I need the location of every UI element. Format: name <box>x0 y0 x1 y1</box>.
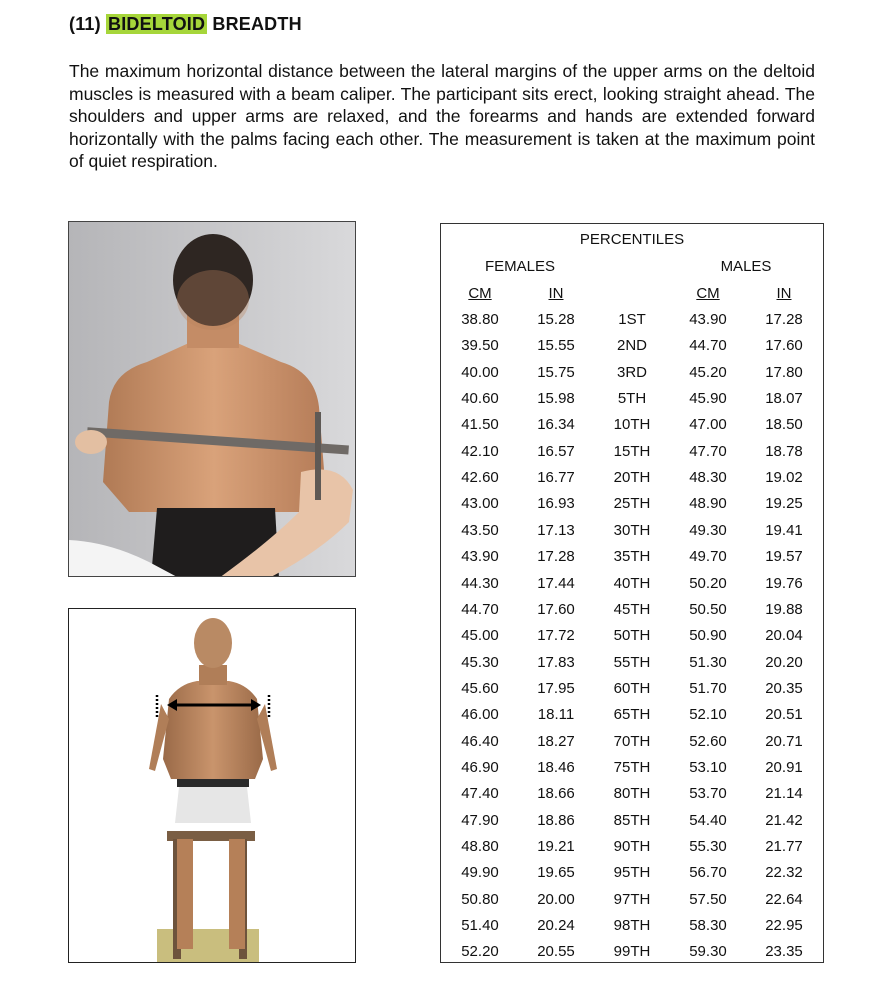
female-cm-cell: 43.00 <box>461 495 499 513</box>
percentile-cell: 35TH <box>613 548 651 566</box>
female-cm-cell: 45.00 <box>461 627 499 645</box>
percentile-cell: 60TH <box>613 679 651 697</box>
female-in-cell: 18.66 <box>537 785 575 803</box>
females-header: FEMALES <box>484 258 556 275</box>
measurement-photo <box>68 221 356 577</box>
female-in-cell: 16.57 <box>537 442 575 460</box>
female-in-cell: 18.46 <box>537 758 575 776</box>
male-cm-cell: 50.20 <box>689 574 727 592</box>
measurement-illustration <box>68 608 356 963</box>
percentile-cell: 30TH <box>613 521 651 539</box>
female-in-cell: 15.55 <box>537 337 575 355</box>
female-cm-cell: 42.10 <box>461 442 499 460</box>
percentile-cell: 10TH <box>613 416 651 434</box>
males-header: MALES <box>720 258 772 275</box>
percentile-cell: 98TH <box>613 917 651 935</box>
male-in-cell: 21.42 <box>765 811 803 829</box>
female-in-cell: 15.28 <box>537 311 575 328</box>
female-cm-cell: 40.00 <box>461 363 499 381</box>
percentile-cell: 75TH <box>613 758 651 776</box>
percentile-cell: 85TH <box>613 811 651 829</box>
female-cm-cell: 47.40 <box>461 785 499 803</box>
male-in-cell: 20.04 <box>765 627 803 645</box>
male-in-cell: 22.95 <box>765 917 803 935</box>
female-cm-cell: 40.60 <box>461 390 499 408</box>
percentile-cell: 45TH <box>613 600 651 618</box>
highlighted-term: BIDELTOID <box>108 14 206 34</box>
female-in-cell: 20.55 <box>537 943 575 961</box>
male-in-cell: 22.64 <box>765 890 803 908</box>
female-cm-cell: 43.90 <box>461 548 499 566</box>
male-in-cell: 19.41 <box>765 521 803 539</box>
female-cm-cell: 42.60 <box>461 469 499 487</box>
male-in-cell: 17.60 <box>765 337 803 355</box>
male-in-cell: 20.35 <box>765 679 803 697</box>
percentile-cell: 65TH <box>613 706 651 724</box>
measurement-description: The maximum horizontal distance between the lateral margins of the upper arms on the deltoid muscles is measured with a beam caliper. The participant sits erect, looking straight ahead. The shoulders and upper arms are relaxed, and the forearms and hands are extended forward horizontally with the palms facing each other. The measurement is taken at the maximum point of quiet respiration. <box>69 61 815 171</box>
male-cm-cell: 44.70 <box>689 337 727 355</box>
female-in-cell: 17.13 <box>537 521 575 539</box>
percentile-cell: 25TH <box>613 495 651 513</box>
female-in-cell: 17.72 <box>537 627 575 645</box>
table-row <box>441 601 823 627</box>
section-number: (11) <box>69 14 101 34</box>
male-cm-cell: 47.70 <box>689 442 727 460</box>
female-in-cell: 18.11 <box>537 706 575 724</box>
male-cm-cell: 48.30 <box>689 469 727 487</box>
female-cm-cell: 44.70 <box>461 600 499 618</box>
female-in-cell: 15.75 <box>537 363 575 381</box>
table-row <box>441 416 823 442</box>
female-cm-cell: 46.90 <box>461 758 499 776</box>
female-cm-cell: 48.80 <box>461 838 499 855</box>
percentile-table <box>440 223 824 963</box>
female-cm-cell: 46.00 <box>461 706 499 724</box>
male-cm-cell: 45.90 <box>689 390 727 408</box>
male-in-cell: 20.91 <box>765 758 803 776</box>
percentile-cell: 5TH <box>617 390 647 408</box>
females-cm-header: CM <box>468 285 492 302</box>
female-cm-cell: 39.50 <box>461 337 499 355</box>
female-in-cell: 19.21 <box>537 838 575 855</box>
percentile-cell: 40TH <box>613 574 651 592</box>
female-in-cell: 20.24 <box>537 917 575 935</box>
male-cm-cell: 47.00 <box>689 416 727 434</box>
male-in-cell: 23.35 <box>765 943 803 961</box>
table-row <box>441 785 823 811</box>
male-cm-cell: 49.30 <box>689 521 727 539</box>
table-row <box>441 337 823 363</box>
male-cm-cell: 59.30 <box>689 943 727 961</box>
male-in-cell: 17.28 <box>765 311 803 328</box>
male-cm-cell: 50.50 <box>689 600 727 618</box>
female-in-cell: 16.34 <box>537 416 575 434</box>
table-row <box>441 891 823 917</box>
male-in-cell: 19.88 <box>765 600 803 618</box>
table-row <box>441 706 823 732</box>
table-row <box>441 364 823 390</box>
female-in-cell: 17.60 <box>537 600 575 618</box>
title-rest: BREADTH <box>212 14 302 34</box>
male-cm-cell: 52.60 <box>689 732 727 750</box>
male-cm-cell: 50.90 <box>689 627 727 645</box>
males-in-header: IN <box>776 285 792 302</box>
male-in-cell: 21.77 <box>765 838 803 855</box>
male-in-cell: 21.14 <box>765 785 803 803</box>
percentile-cell: 3RD <box>616 363 647 381</box>
female-in-cell: 17.95 <box>537 679 575 697</box>
male-in-cell: 17.80 <box>765 363 803 381</box>
table-row <box>441 943 823 969</box>
percentile-cell: 95TH <box>613 864 651 882</box>
table-row <box>441 390 823 416</box>
percentile-cell: 97TH <box>613 890 651 908</box>
male-in-cell: 22.32 <box>765 864 803 882</box>
female-cm-cell: 50.80 <box>461 890 499 908</box>
table-row <box>441 522 823 548</box>
female-in-cell: 17.28 <box>537 548 575 566</box>
table-row <box>441 443 823 469</box>
table-title: PERCENTILES <box>579 231 685 248</box>
male-in-cell: 20.20 <box>765 653 803 671</box>
percentile-cell: 55TH <box>613 653 651 671</box>
male-in-cell: 18.07 <box>765 390 803 408</box>
male-cm-cell: 49.70 <box>689 548 727 566</box>
table-row <box>441 680 823 706</box>
percentile-cell: 20TH <box>613 469 651 487</box>
female-cm-cell: 52.20 <box>461 943 499 961</box>
page-title <box>69 14 302 35</box>
male-cm-cell: 57.50 <box>689 890 727 908</box>
male-in-cell: 19.76 <box>765 574 803 592</box>
male-cm-cell: 53.10 <box>689 758 727 776</box>
female-cm-cell: 44.30 <box>461 574 499 592</box>
table-row <box>441 917 823 943</box>
male-in-cell: 19.57 <box>765 548 803 566</box>
male-cm-cell: 52.10 <box>689 706 727 724</box>
male-cm-cell: 54.40 <box>689 811 727 829</box>
table-row <box>441 469 823 495</box>
female-cm-cell: 45.60 <box>461 679 499 697</box>
male-cm-cell: 45.20 <box>689 363 727 381</box>
female-in-cell: 18.86 <box>537 811 575 829</box>
males-cm-header: CM <box>696 285 720 302</box>
table-row <box>441 654 823 680</box>
percentile-cell: 99TH <box>613 943 651 961</box>
male-in-cell: 18.50 <box>765 416 803 434</box>
male-in-cell: 20.71 <box>765 732 803 750</box>
table-row <box>441 759 823 785</box>
female-cm-cell: 49.90 <box>461 864 499 882</box>
male-in-cell: 19.02 <box>765 469 803 487</box>
male-cm-cell: 51.70 <box>689 679 727 697</box>
male-cm-cell: 58.30 <box>689 917 727 935</box>
table-row <box>441 733 823 759</box>
percentile-cell: 70TH <box>613 732 651 750</box>
table-row <box>441 864 823 890</box>
female-cm-cell: 43.50 <box>461 521 499 539</box>
male-cm-cell: 55.30 <box>689 838 727 855</box>
percentile-cell: 50TH <box>613 627 651 645</box>
table-row <box>441 548 823 574</box>
table-row <box>441 495 823 521</box>
female-in-cell: 16.77 <box>537 469 575 487</box>
female-in-cell: 18.27 <box>537 732 575 750</box>
percentile-cell: 90TH <box>613 838 651 855</box>
male-cm-cell: 48.90 <box>689 495 727 513</box>
table-row <box>441 575 823 601</box>
male-in-cell: 20.51 <box>765 706 803 724</box>
male-cm-cell: 53.70 <box>689 785 727 803</box>
female-cm-cell: 41.50 <box>461 416 499 434</box>
male-in-cell: 19.25 <box>765 495 803 513</box>
percentile-cell: 15TH <box>613 442 651 460</box>
table-row <box>441 812 823 838</box>
female-in-cell: 19.65 <box>537 864 575 882</box>
female-in-cell: 16.93 <box>537 495 575 513</box>
female-in-cell: 15.98 <box>537 390 575 408</box>
percentile-cell: 2ND <box>616 337 647 355</box>
female-cm-cell: 51.40 <box>461 917 499 935</box>
female-cm-cell: 45.30 <box>461 653 499 671</box>
female-in-cell: 17.83 <box>537 653 575 671</box>
male-cm-cell: 43.90 <box>689 311 727 328</box>
female-cm-cell: 38.80 <box>461 311 499 328</box>
percentile-cell: 80TH <box>613 785 651 803</box>
male-cm-cell: 51.30 <box>689 653 727 671</box>
female-cm-cell: 46.40 <box>461 732 499 750</box>
table-row <box>441 838 823 864</box>
female-in-cell: 20.00 <box>537 890 575 908</box>
percentile-cell: 1ST <box>618 311 646 328</box>
females-in-header: IN <box>548 285 564 302</box>
male-cm-cell: 56.70 <box>689 864 727 882</box>
female-in-cell: 17.44 <box>537 574 575 592</box>
male-in-cell: 18.78 <box>765 442 803 460</box>
table-row <box>441 627 823 653</box>
table-row <box>441 311 823 337</box>
female-cm-cell: 47.90 <box>461 811 499 829</box>
